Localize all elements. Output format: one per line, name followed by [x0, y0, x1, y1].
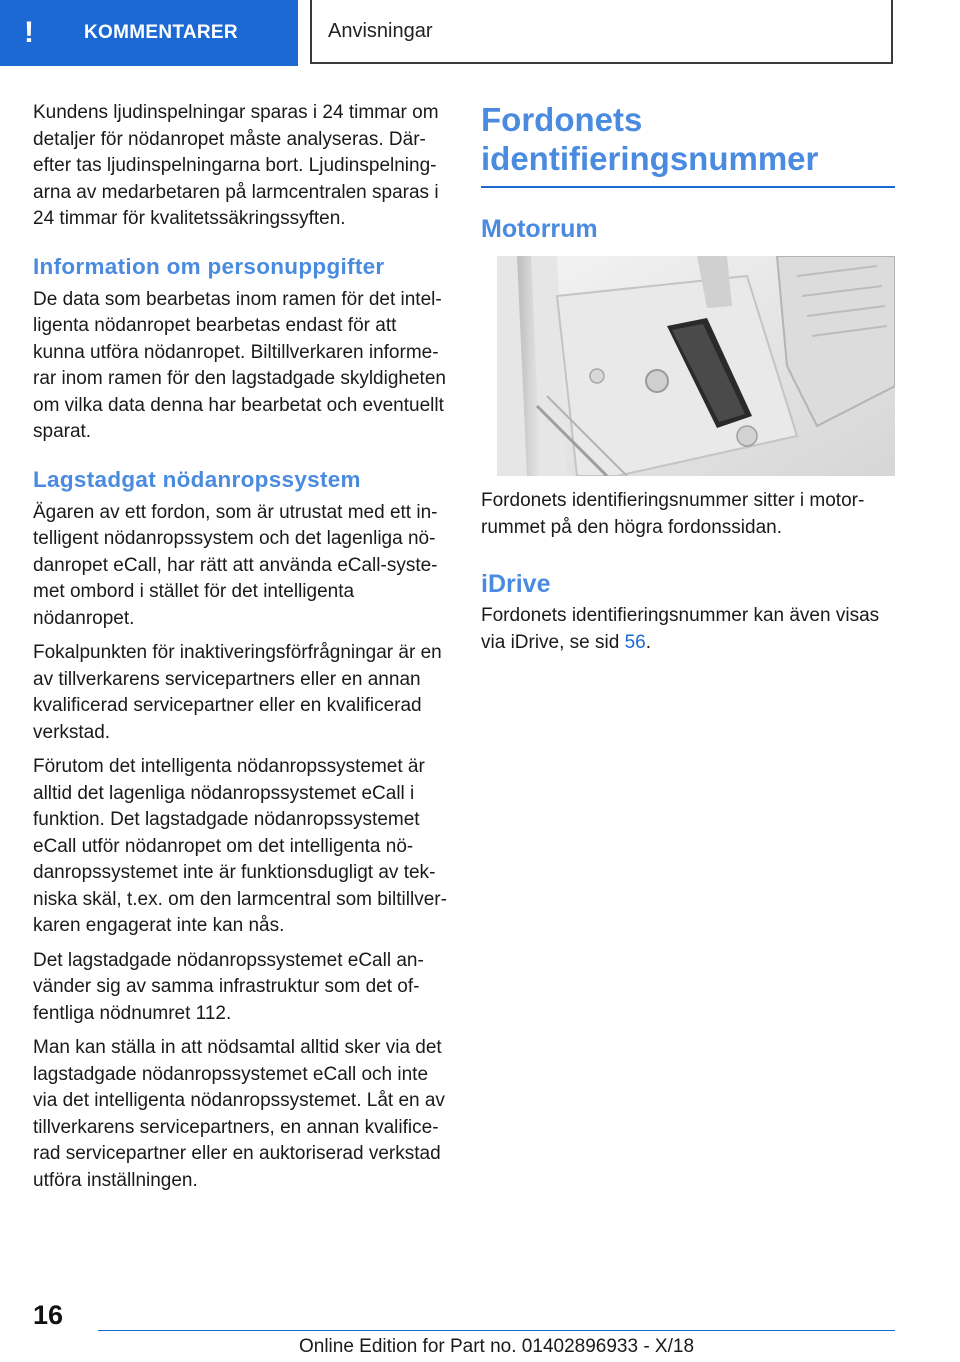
legal-paragraph-4: Det lagstadgade nödanropssystemet eCall använder sig av samma infrastruktur som det offentliga nödnumret 112. — [33, 949, 424, 1024]
personal-data-paragraph: De data som bearbetas inom ramen för det intelligenta nödanropet bearbetas endast för att kunna utföra nödanropet. Biltillverkaren informerar inom ramen för den lagstadgade skyldigheten om vilka data denna har bearbetat och eventuellt sparat. — [33, 288, 446, 442]
chapter-tab-label: Anvisningar — [328, 19, 433, 42]
right-column — [481, 100, 895, 664]
section-title: Fordonets identifieringsnummer — [481, 101, 819, 177]
left-column — [33, 100, 447, 1202]
heading-legal-ecall: Lagstadgat nödanropssystem — [33, 466, 361, 492]
idrive-paragraph — [481, 603, 895, 656]
footer-divider — [98, 1330, 895, 1331]
legal-paragraph-3: Förutom det intelligenta nödanropssystemet är alltid det lagenliga nödanropssystemet eCall i funktion. Det lagstadgade nödanropssystemet eCall utför nödanropet om det intelligenta nödanropssystemet inte är funktionsdugligt av tekniska skäl, t.ex. om den larmcentral som biltillverkaren engagerat inte kan nås. — [33, 756, 447, 936]
heading-engine-compartment: Motorrum — [481, 215, 598, 243]
chapter-tab[interactable] — [310, 0, 893, 64]
engine-paragraph: Fordonets identifieringsnummer sitter i motorrummet på den högra fordonssidan. — [481, 490, 865, 538]
page-number: 16 — [33, 1300, 64, 1330]
intro-paragraph: Kundens ljudinspelningar sparas i 24 timmar om detaljer för nödanropet måste analyseras. Därefter tas ljudinspelningarna bort. Ljudinspelningarna av medarbetaren på larmcentralen sparas i 24 timmar för kvalitetssäkringssyften. — [33, 102, 439, 229]
legal-paragraph-2: Fokalpunkten för inaktiveringsförfrågningar är en av tillverkarens servicepartners eller en annan kvalificerad servicepartner eller en kvalificerad verkstad. — [33, 642, 442, 743]
idrive-text-end: . — [645, 631, 652, 653]
legal-paragraph-5: Man kan ställa in att nödsamtal alltid sker via det lagstadgade nödanropssystemet eCall och inte via det intelligenta nödanropssystemet. Låt en av tillverkarens servicepartners, en annan kvalificerad servicepartner eller en auktoriserad verkstad utföra inställningen. — [33, 1037, 445, 1191]
title-divider — [481, 186, 895, 188]
idrive-text: Fordonets identifieringsnummer kan även visas via iDrive, se sid — [481, 605, 880, 653]
exclamation-icon: ! — [24, 16, 34, 49]
section-tab-label: KOMMENTARER — [84, 22, 238, 43]
legal-paragraph-1: Ägaren av ett fordon, som är utrustat med ett intelligent nödanropssystem och det lagenliga nödanropet eCall, har rätt att använda eCall-systemet ombord i stället för det intelligenta nödanropet. — [33, 501, 438, 629]
heading-idrive: iDrive — [481, 570, 551, 598]
page-link[interactable]: 56 — [624, 631, 646, 653]
engine-compartment-photo — [497, 256, 895, 476]
edition-footer: Online Edition for Part no. 01402896933 - X/18 — [298, 1336, 695, 1357]
heading-personal-data: Information om personuppgifter — [33, 253, 385, 279]
section-tab[interactable] — [0, 0, 298, 66]
